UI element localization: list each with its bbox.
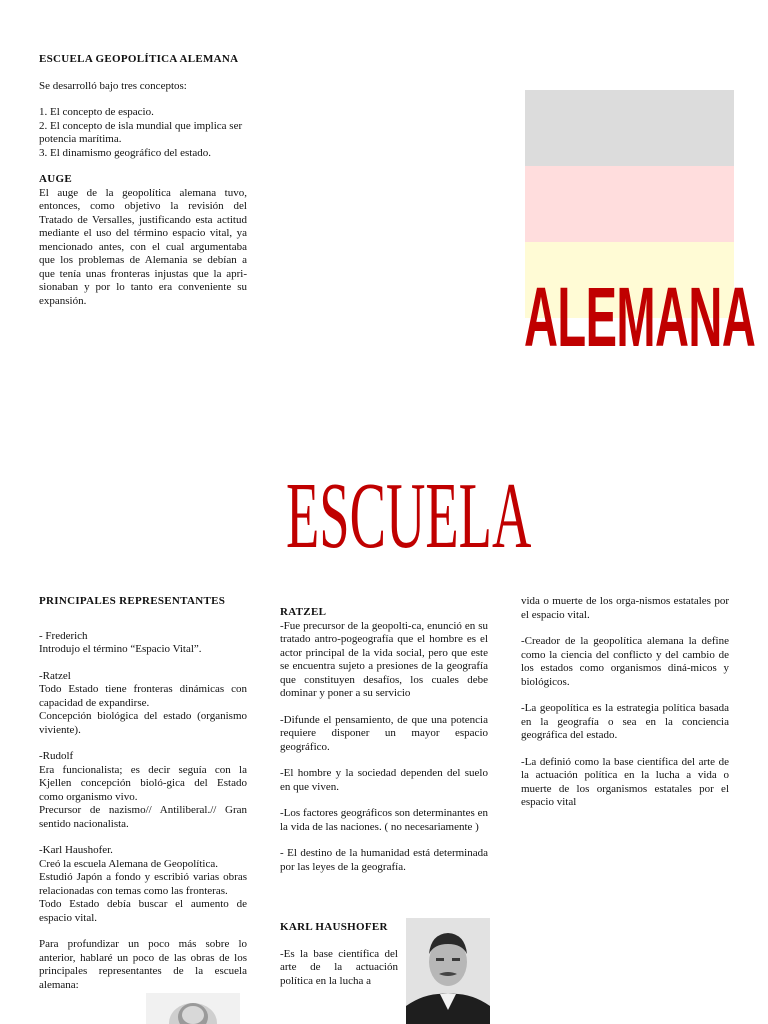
intro-lead: Se desarrolló bajo tres conceptos: <box>39 79 187 92</box>
ratzel-section <box>280 606 488 874</box>
auge-text: El auge de la geopolítica alemana tuvo, entonces, como objetivo la revisión del Tratado de Versalles, justificando esta actitud mediante el uso del término espacio vital, ya mencionado antes, con el cual argumentaba que los problemas de Alemania se debían a que tenía unas fronteras injustas que la apri-sionaban y por lo tanto era conveniente su expansión. <box>39 186 247 307</box>
karl-haushofer-portrait <box>406 918 490 1024</box>
ratzel-para: -Difunde el pensamiento, de que una potencia requiere disponer un mayor espacio geográfico. <box>280 713 488 753</box>
rep-text: Todo Estado debía buscar el aumento de espacio vital. <box>39 898 247 924</box>
right-para: -La geopolítica es la estrategia política basada en la geografía o sea en la conciencia geográfica del estado. <box>521 702 729 741</box>
rep-text: Precursor de nazismo// Antiliberal.// Gran sentido nacionalista. <box>39 804 247 830</box>
rep-text: Introdujo el término “Espacio Vital”. <box>39 643 202 655</box>
intro-section <box>39 53 247 308</box>
karl-text: -Es la base científica del arte de la actuación política en la lucha a <box>280 947 398 987</box>
ratzel-para: -El hombre y la sociedad dependen del suelo en que viven. <box>280 767 488 793</box>
portrait-photo-small <box>146 993 240 1024</box>
rep-name: -Karl Haushofer. <box>39 844 113 856</box>
rep-name: -Rudolf <box>39 750 74 762</box>
karl-heading: KARL HAUSHOFER <box>280 921 388 933</box>
rep-text: Concepción biológica del estado (organismo viviente). <box>39 710 247 736</box>
rep-name: -Ratzel <box>39 669 71 682</box>
karl-section <box>280 921 398 988</box>
flag-stripe-middle <box>525 166 734 242</box>
right-para: -La definió como la base científica del arte de la actuación política en la lucha a vida o muerte de los organismos estatales por el espacio vital <box>521 755 729 808</box>
concept-item: 2. El concepto de isla mundial que implica ser potencia marítima. <box>39 119 243 145</box>
ratzel-para: -Los factores geográficos son determinantes en la vida de las naciones. ( no necesariamente ) <box>280 807 488 833</box>
right-para: -Creador de la geopolítica alemana la define como la ciencia del conflicto y del cambio de los estados como organismos diná-micos y biológicos. <box>521 635 729 688</box>
ratzel-heading: RATZEL <box>280 606 327 618</box>
portrait-image <box>406 918 490 1024</box>
escuela-wordart: ESCUELA <box>286 464 532 568</box>
closing-text: Para profundizar un poco más sobre lo anterior, hablaré un poco de las obras de los principales representantes de la escuela alemana: <box>39 938 247 991</box>
representatives-heading: PRINCIPALES REPRESENTANTES <box>39 595 226 607</box>
ratzel-para: - El destino de la humanidad está determinada por las leyes de la geografía. <box>280 847 488 873</box>
rep-text: Era funcionalista; es decir seguía con la Kjellen concepción bioló-gica del Estado como organismo vivo. <box>39 763 247 803</box>
rep-text: Creó la escuela Alemana de Geopolítica. <box>39 857 218 870</box>
auge-heading: AUGE <box>39 173 72 185</box>
portrait-image <box>146 993 240 1024</box>
representatives-section <box>39 595 247 992</box>
rep-text: Todo Estado tiene fronteras dinámicas con capacidad de expandirse. <box>39 683 247 709</box>
right-column <box>521 595 729 810</box>
rep-name: - Frederich <box>39 629 88 642</box>
concept-item: 3. El dinamismo geográfico del estado. <box>39 146 211 159</box>
concept-item: 1. El concepto de espacio. <box>39 106 154 118</box>
document-title: ESCUELA GEOPOLÍTICA ALEMANA <box>39 53 239 65</box>
alemana-wordart: ALEMANA <box>524 270 756 364</box>
right-para: vida o muerte de los orga-nismos estatales por el espacio vital. <box>521 595 729 621</box>
ratzel-para: -Fue precursor de la geopolti-ca, enunció en su tratado antro-pogeografía que el hombre es el actor principal de la vida social, pero que este se encuentra sujeto a presiones de la geografía que constituyen desafíos, los cuales debe dominar y poner a su servicio <box>280 619 488 699</box>
flag-stripe-top <box>525 90 734 166</box>
rep-text: Estudió Japón a fondo y escribió varias obras relacionadas con temas como las fronteras. <box>39 871 247 897</box>
